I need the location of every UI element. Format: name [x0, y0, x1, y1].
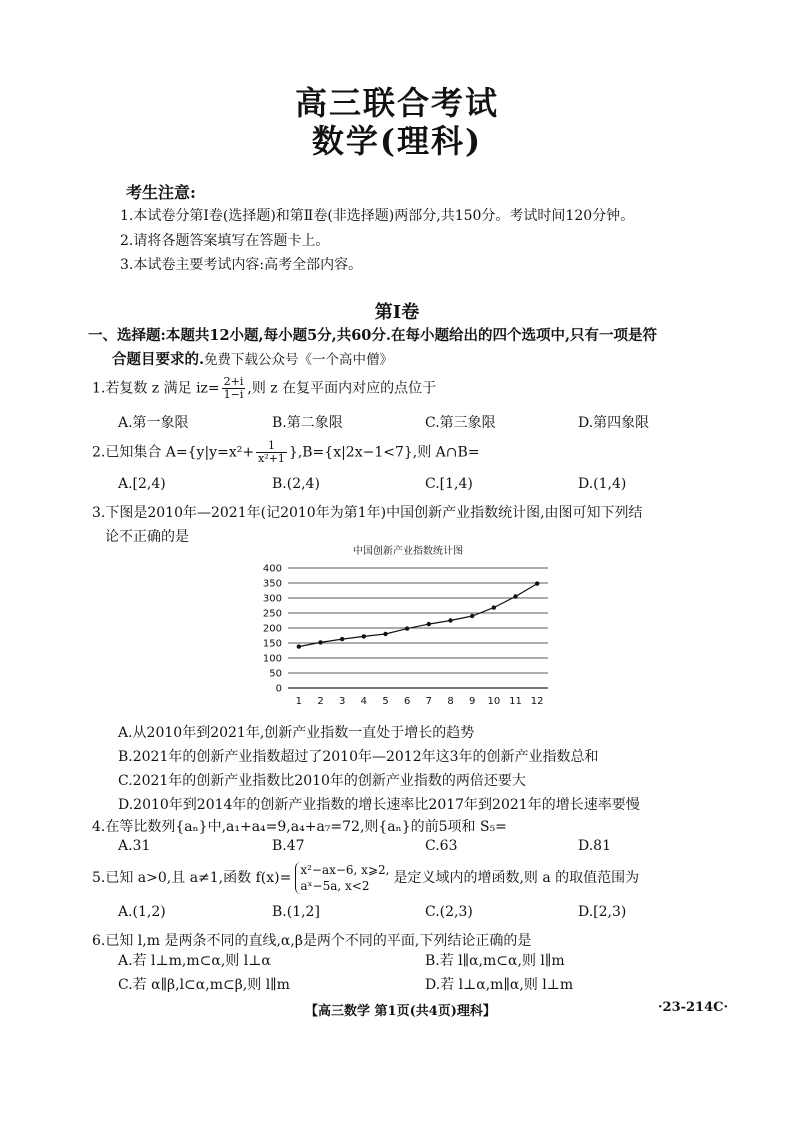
chart-data-point: [427, 622, 431, 626]
q5-piecewise: [295, 862, 389, 894]
q2-option-c: C.[1,4): [425, 476, 473, 492]
section-instruction: 一、选择题:本题共12小题,每小题5分,共60分.在每小题给出的四个选项中,只有一项是符: [88, 327, 657, 344]
question-3: 3.下图是2010年—2021年(记2010年为第1年)中国创新产业指数统计图,由图可知下列结: [92, 505, 643, 521]
q1-option-d: D.第四象限: [578, 415, 650, 431]
chart-x-tick-label: 2: [317, 696, 324, 707]
exam-title: 高三联合考试: [294, 84, 499, 122]
q3-option-c: C.2021年的创新产业指数比2010年的创新产业指数的两倍还要大: [118, 773, 526, 789]
q5-text-pre: 5.已知 a>0,且 a≠1,函数 f(x)=: [92, 870, 292, 886]
question-1: [92, 376, 436, 401]
chart-data-point: [492, 605, 496, 609]
q5-case-2: aˣ−5a, x<2: [300, 879, 370, 893]
q2-text-post: },B={x|2x−1<7},则 A∩B=: [288, 444, 480, 461]
chart-x-tick-label: 4: [360, 696, 368, 707]
chart-y-tick-label: 50: [269, 668, 282, 680]
chart-y-tick-label: 250: [262, 608, 282, 620]
footer-code: ·23-214C·: [658, 1000, 729, 1015]
q6-option-b: B.若 l∥α,m⊂α,则 l∥m: [425, 953, 565, 969]
chart-y-tick-label: 400: [262, 563, 282, 575]
q3-option-b: B.2021年的创新产业指数超过了2010年—2012年这3年的创新产业指数总和: [118, 749, 599, 765]
q2-option-b: B.(2,4): [272, 476, 320, 492]
q2-numerator: 1: [256, 440, 287, 453]
q5-case-1: x²−ax−6, x⩾2,: [300, 863, 390, 877]
q5-text-post: 是定义域内的增函数,则 a 的取值范围为: [393, 870, 640, 886]
q2-fraction: [256, 440, 287, 465]
q4-option-a: A.31: [118, 838, 151, 854]
chart-title: 中国创新产业指数统计图: [353, 546, 463, 557]
q1-text-pre: 1.若复数 z 满足 iz=: [92, 380, 220, 397]
q4-option-c: C.63: [425, 838, 458, 854]
chart-x-ticks: [296, 696, 544, 707]
chart-x-tick-label: 1: [295, 696, 303, 707]
chart-data-point: [383, 632, 387, 636]
chart-y-tick-label: 0: [275, 683, 282, 695]
q1-numerator: 2+i: [223, 375, 244, 388]
q2-denominator: x²+1: [258, 452, 285, 465]
chart-grid: [288, 568, 548, 688]
q1-text-post: ,则 z 在复平面内对应的点位于: [247, 380, 437, 397]
question-5: [92, 862, 639, 894]
exam-subtitle: 数学(理科): [311, 122, 483, 160]
q5-option-c: C.(2,3): [425, 904, 473, 920]
chart-x-tick-label: 8: [447, 696, 454, 707]
chart-x-tick-label: 7: [425, 696, 433, 707]
question-4: 4.在等比数列{aₙ}中,a₁+a₄=9,a₄+a₇=72,则{aₙ}的前5项和 S₅=: [92, 819, 507, 835]
chart-data-point: [535, 581, 539, 585]
q4-option-d: D.81: [578, 838, 611, 854]
chart-y-tick-label: 150: [262, 638, 282, 650]
q5-option-b: B.(1,2]: [272, 904, 320, 920]
q1-fraction: [222, 376, 246, 401]
chart-x-tick-label: 6: [403, 696, 411, 707]
notice-item: 2.请将各题答案填写在答题卡上。: [120, 233, 330, 249]
q6-option-d: D.若 l⊥α,m∥α,则 l⊥m: [425, 977, 574, 993]
chart-y-tick-label: 300: [262, 593, 282, 605]
q5-option-d: D.[2,3): [578, 904, 627, 920]
q1-denominator: 1−i: [223, 388, 244, 401]
q1-option-c: C.第三象限: [425, 415, 496, 431]
section-instruction-tail: 合题目要求的.: [112, 351, 205, 368]
chart-data-point: [470, 614, 474, 618]
q1-option-b: B.第二象限: [272, 415, 343, 431]
q3-option-a: A.从2010年到2021年,创新产业指数一直处于增长的趋势: [118, 725, 475, 741]
question-3-cont: 论不正确的是: [105, 529, 189, 545]
part-title: 第Ⅰ卷: [374, 302, 420, 323]
chart-data-point: [448, 618, 452, 622]
footer-page-info: 【高三数学 第1页(共4页)理科】: [305, 1004, 496, 1019]
innovation-index-line-chart: [248, 540, 558, 718]
question-6: 6.已知 l,m 是两条不同的直线,α,β是两个不同的平面,下列结论正确的是: [92, 933, 532, 949]
q2-option-d: D.(1,4): [578, 476, 627, 492]
question-2: [92, 440, 480, 465]
chart-data-point: [340, 637, 344, 641]
q2-text-pre: 2.已知集合 A={y|y=x²+: [92, 444, 255, 461]
chart-x-tick-label: 9: [468, 696, 476, 707]
chart-x-tick-label: 11: [509, 696, 522, 707]
q6-option-c: C.若 α∥β,l⊂α,m⊂β,则 l∥m: [118, 977, 290, 993]
q3-option-d: D.2010年到2014年的创新产业指数的增长速率比2017年到2021年的增长速率要慢: [118, 797, 640, 813]
chart-data-point: [513, 594, 517, 598]
q6-option-a: A.若 l⊥m,m⊂α,则 l⊥α: [118, 953, 271, 969]
free-download-note: 免费下载公众号《一个高中僧》: [204, 352, 394, 368]
chart-x-tick-label: 5: [382, 696, 389, 707]
q5-option-a: A.(1,2): [118, 904, 166, 920]
notice-item: 1.本试卷分第Ⅰ卷(选择题)和第Ⅱ卷(非选择题)两部分,共150分。考试时间120分钟。: [120, 208, 635, 224]
chart-data-point: [405, 626, 409, 630]
notice-item: 3.本试卷主要考试内容:高考全部内容。: [120, 257, 363, 273]
chart-series-line: [299, 584, 537, 647]
chart-x-tick-label: 12: [530, 696, 544, 707]
chart-y-tick-label: 350: [262, 578, 282, 590]
q4-option-b: B.47: [272, 838, 305, 854]
chart-points: [297, 581, 540, 648]
chart-y-ticks: [263, 564, 282, 695]
chart-data-point: [318, 640, 322, 644]
chart-data-point: [362, 634, 366, 638]
chart-x-tick-label: 3: [338, 696, 346, 707]
section-instruction-cont: [112, 348, 393, 369]
q1-option-a: A.第一象限: [118, 415, 189, 431]
chart-y-tick-label: 200: [262, 623, 282, 635]
notice-heading: 考生注意:: [126, 183, 196, 202]
q2-option-a: A.[2,4): [118, 476, 166, 492]
chart-data-point: [297, 644, 301, 648]
chart-x-tick-label: 10: [487, 696, 501, 707]
chart-y-tick-label: 100: [262, 653, 282, 665]
